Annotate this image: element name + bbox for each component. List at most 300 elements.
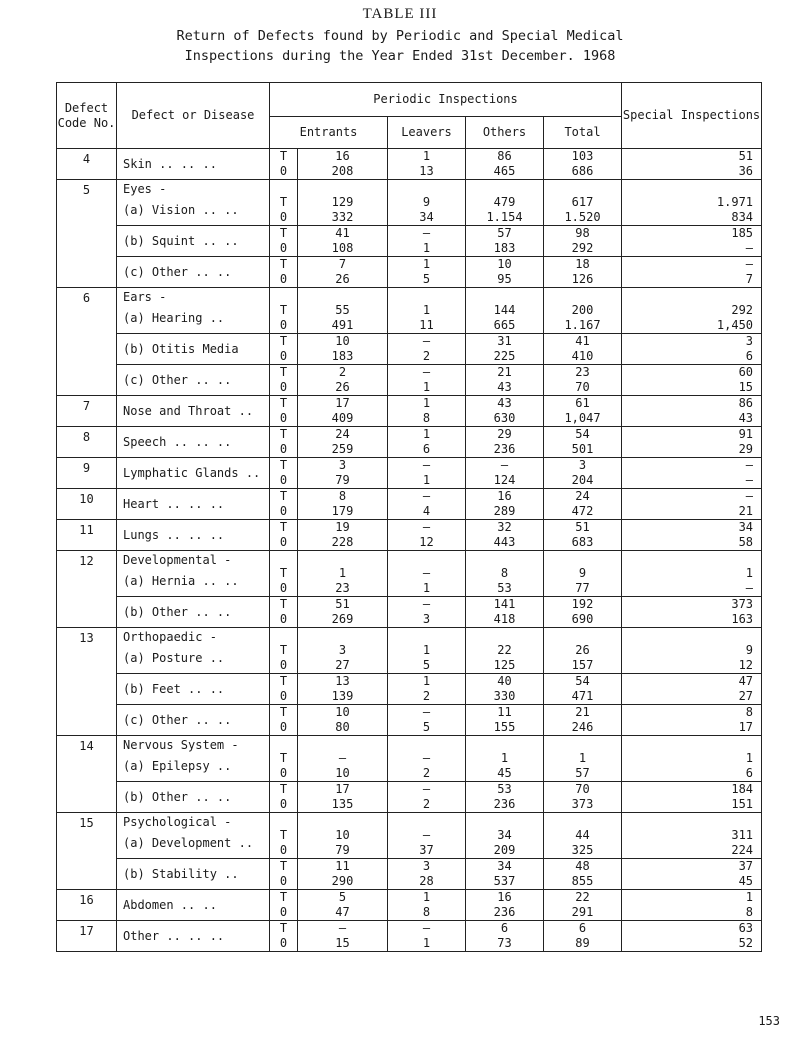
type-label-0: 0 (279, 411, 288, 425)
special-t-value: 37 (738, 859, 754, 873)
total-t-value: 103 (571, 149, 594, 163)
entrants-0-value: 10 (335, 766, 350, 780)
special-cell (622, 628, 762, 674)
leavers-t-value: 1 (422, 643, 431, 657)
special-cell (622, 705, 762, 736)
leavers-0-value: 2 (422, 349, 431, 363)
leavers-0-value: 12 (419, 535, 434, 549)
leavers-cell (388, 520, 466, 551)
total-0-value: 1.520 (564, 210, 601, 224)
total-t-value: 44 (575, 828, 590, 842)
leavers-cell (388, 597, 466, 628)
leavers-t-value: – (422, 921, 431, 935)
type-label-cell (270, 520, 298, 551)
leavers-cell (388, 288, 466, 334)
entrants-0-value: 79 (335, 843, 350, 857)
special-t-value: 1 (745, 890, 754, 904)
type-label-t: T (279, 643, 288, 657)
defect-group-heading: Orthopaedic - (123, 630, 217, 644)
defect-group-heading: Ears - (123, 290, 167, 304)
total-cell (544, 149, 622, 180)
table-row (57, 551, 762, 597)
leavers-t-value: – (422, 751, 431, 765)
entrants-t-value: 129 (331, 195, 354, 209)
entrants-t-value: 13 (335, 674, 350, 688)
defect-label: (b) Other .. .. (123, 790, 232, 804)
table-row (57, 180, 762, 226)
leavers-cell (388, 628, 466, 674)
entrants-t-value: 5 (338, 890, 347, 904)
type-label-t: T (279, 334, 288, 348)
type-label-cell (270, 705, 298, 736)
special-cell (622, 782, 762, 813)
leavers-0-value: 1 (422, 241, 431, 255)
defect-name-cell (117, 396, 270, 427)
special-cell (622, 551, 762, 597)
defect-name-cell (117, 551, 270, 597)
total-0-value: 157 (571, 658, 594, 672)
total-0-value: 126 (571, 272, 594, 286)
defect-label: (a) Vision .. .. (123, 203, 239, 217)
others-0-value: 209 (493, 843, 516, 857)
defect-code-cell: 10 (57, 489, 117, 520)
type-label-cell (270, 427, 298, 458)
defect-code-cell: 9 (57, 458, 117, 489)
special-t-value: 51 (738, 149, 754, 163)
defect-code-cell: 13 (57, 628, 117, 736)
defect-name-cell (117, 334, 270, 365)
special-0-value: 15 (738, 380, 754, 394)
entrants-t-value: 3 (338, 458, 347, 472)
entrants-0-value: 179 (331, 504, 354, 518)
others-t-value: 32 (497, 520, 512, 534)
defect-code-cell: 5 (57, 180, 117, 288)
defect-label: (a) Hearing .. (123, 311, 225, 325)
total-t-value: 48 (575, 859, 590, 873)
leavers-t-value: – (422, 782, 431, 796)
others-cell (466, 180, 544, 226)
entrants-t-value: 10 (335, 334, 350, 348)
special-t-value: 34 (738, 520, 754, 534)
defect-label: (c) Other .. .. (123, 713, 232, 727)
entrants-t-value: 17 (335, 396, 350, 410)
others-cell (466, 859, 544, 890)
type-label-t: T (279, 365, 288, 379)
total-0-value: 325 (571, 843, 594, 857)
type-label-cell (270, 396, 298, 427)
others-cell (466, 921, 544, 952)
leavers-t-value: 1 (422, 427, 431, 441)
type-label-t: T (279, 195, 288, 209)
entrants-cell (298, 520, 388, 551)
type-label-cell (270, 458, 298, 489)
leavers-t-value: 9 (422, 195, 431, 209)
type-label-t: T (279, 396, 288, 410)
type-label-t: T (279, 782, 288, 796)
entrants-cell (298, 813, 388, 859)
type-label-0: 0 (279, 689, 288, 703)
total-cell (544, 427, 622, 458)
special-0-value: 7 (745, 272, 754, 286)
entrants-cell (298, 551, 388, 597)
total-cell (544, 226, 622, 257)
total-t-value: 6 (578, 921, 587, 935)
header-leavers: Leavers (388, 117, 466, 149)
total-t-value: 41 (575, 334, 590, 348)
total-0-value: 686 (571, 164, 594, 178)
others-cell (466, 288, 544, 334)
type-label-t: T (279, 921, 288, 935)
special-0-value: – (745, 581, 754, 595)
table-row (57, 396, 762, 427)
special-0-value: 8 (745, 905, 754, 919)
leavers-0-value: 34 (419, 210, 434, 224)
type-label-t: T (279, 458, 288, 472)
header-defect-or-disease: Defect or Disease (117, 83, 270, 149)
defect-code-cell: 6 (57, 288, 117, 396)
type-label-t: T (279, 427, 288, 441)
total-t-value: 200 (571, 303, 594, 317)
entrants-t-value: 2 (338, 365, 347, 379)
total-t-value: 54 (575, 674, 590, 688)
defect-name-cell (117, 921, 270, 952)
special-0-value: 17 (738, 720, 754, 734)
others-0-value: 443 (493, 535, 516, 549)
type-label-cell (270, 813, 298, 859)
table-row (57, 597, 762, 628)
leavers-cell (388, 489, 466, 520)
type-label-0: 0 (279, 905, 288, 919)
type-label-0: 0 (279, 797, 288, 811)
special-0-value: 29 (738, 442, 754, 456)
others-t-value: 34 (497, 859, 512, 873)
entrants-0-value: 79 (335, 473, 350, 487)
special-cell (622, 520, 762, 551)
others-cell (466, 257, 544, 288)
special-0-value: 1,450 (716, 318, 754, 332)
special-0-value: 151 (731, 797, 754, 811)
table-row (57, 813, 762, 859)
entrants-t-value: 19 (335, 520, 350, 534)
entrants-t-value: 51 (335, 597, 350, 611)
leavers-0-value: 8 (422, 411, 431, 425)
entrants-cell (298, 334, 388, 365)
leavers-t-value: 1 (422, 890, 431, 904)
entrants-cell (298, 674, 388, 705)
table-row (57, 427, 762, 458)
defect-code-cell: 4 (57, 149, 117, 180)
special-0-value: 834 (731, 210, 754, 224)
entrants-cell (298, 458, 388, 489)
total-0-value: 292 (571, 241, 594, 255)
type-label-t: T (279, 520, 288, 534)
entrants-t-value: 24 (335, 427, 350, 441)
type-label-t: T (279, 859, 288, 873)
type-label-0: 0 (279, 612, 288, 626)
type-label-cell (270, 149, 298, 180)
total-0-value: 410 (571, 349, 594, 363)
special-t-value: 86 (738, 396, 754, 410)
others-0-value: 630 (493, 411, 516, 425)
special-t-value: 1.971 (716, 195, 754, 209)
special-t-value: 60 (738, 365, 754, 379)
special-t-value: 185 (731, 226, 754, 240)
others-t-value: 1 (500, 751, 509, 765)
leavers-0-value: 2 (422, 689, 431, 703)
type-label-0: 0 (279, 504, 288, 518)
leavers-cell (388, 674, 466, 705)
defect-label: (a) Hernia .. .. (123, 574, 239, 588)
defect-group-heading: Eyes - (123, 182, 167, 196)
others-t-value: – (500, 458, 509, 472)
type-label-cell (270, 921, 298, 952)
type-label-0: 0 (279, 535, 288, 549)
total-t-value: 192 (571, 597, 594, 611)
type-label-cell (270, 890, 298, 921)
entrants-t-value: 7 (338, 257, 347, 271)
special-t-value: – (745, 489, 754, 503)
defect-name-cell (117, 628, 270, 674)
special-cell (622, 597, 762, 628)
table-row (57, 890, 762, 921)
defect-code-cell: 14 (57, 736, 117, 813)
leavers-0-value: 8 (422, 905, 431, 919)
leavers-t-value: 1 (422, 257, 431, 271)
others-cell (466, 813, 544, 859)
entrants-0-value: 290 (331, 874, 354, 888)
leavers-cell (388, 705, 466, 736)
leavers-cell (388, 813, 466, 859)
leavers-0-value: 37 (419, 843, 434, 857)
defect-name-cell (117, 180, 270, 226)
type-label-cell (270, 288, 298, 334)
entrants-0-value: 183 (331, 349, 354, 363)
entrants-0-value: 26 (335, 272, 350, 286)
special-t-value: – (745, 257, 754, 271)
total-t-value: 70 (575, 782, 590, 796)
defect-name-cell (117, 427, 270, 458)
special-0-value: – (745, 241, 754, 255)
others-t-value: 43 (497, 396, 512, 410)
entrants-t-value: – (338, 751, 347, 765)
entrants-cell (298, 149, 388, 180)
leavers-cell (388, 226, 466, 257)
special-cell (622, 334, 762, 365)
others-t-value: 29 (497, 427, 512, 441)
defect-label: Skin .. .. .. (123, 157, 217, 171)
entrants-t-value: 1 (338, 566, 347, 580)
special-cell (622, 180, 762, 226)
table-row (57, 705, 762, 736)
total-cell (544, 180, 622, 226)
total-0-value: 1.167 (564, 318, 601, 332)
leavers-t-value: – (422, 566, 431, 580)
type-label-0: 0 (279, 380, 288, 394)
entrants-cell (298, 705, 388, 736)
type-label-t: T (279, 303, 288, 317)
total-0-value: 246 (571, 720, 594, 734)
leavers-cell (388, 334, 466, 365)
total-cell (544, 705, 622, 736)
total-cell (544, 365, 622, 396)
others-0-value: 236 (493, 442, 516, 456)
others-cell (466, 427, 544, 458)
others-cell (466, 736, 544, 782)
special-cell (622, 921, 762, 952)
entrants-cell (298, 180, 388, 226)
leavers-0-value: 4 (422, 504, 431, 518)
total-t-value: 54 (575, 427, 590, 441)
leavers-0-value: 1 (422, 380, 431, 394)
total-t-value: 18 (575, 257, 590, 271)
others-0-value: 418 (493, 612, 516, 626)
defect-code-cell: 12 (57, 551, 117, 628)
leavers-cell (388, 551, 466, 597)
others-t-value: 144 (493, 303, 516, 317)
special-0-value: 52 (738, 936, 754, 950)
entrants-0-value: 228 (331, 535, 354, 549)
defect-label: (b) Other .. .. (123, 605, 232, 619)
defect-label: (c) Other .. .. (123, 265, 232, 279)
total-cell (544, 674, 622, 705)
total-0-value: 683 (571, 535, 594, 549)
leavers-cell (388, 736, 466, 782)
leavers-cell (388, 859, 466, 890)
defect-label: (a) Epilepsy .. (123, 759, 232, 773)
others-0-value: 45 (497, 766, 512, 780)
defect-label: (b) Stability .. (123, 867, 239, 881)
entrants-t-value: 41 (335, 226, 350, 240)
others-t-value: 10 (497, 257, 512, 271)
others-t-value: 6 (500, 921, 509, 935)
leavers-t-value: – (422, 334, 431, 348)
type-label-0: 0 (279, 936, 288, 950)
total-0-value: 204 (571, 473, 594, 487)
type-label-t: T (279, 566, 288, 580)
entrants-cell (298, 782, 388, 813)
others-t-value: 16 (497, 890, 512, 904)
others-0-value: 43 (497, 380, 512, 394)
leavers-cell (388, 458, 466, 489)
defect-name-cell (117, 365, 270, 396)
total-cell (544, 257, 622, 288)
total-t-value: 9 (578, 566, 587, 580)
total-cell (544, 921, 622, 952)
leavers-t-value: 1 (422, 303, 431, 317)
table-row (57, 628, 762, 674)
others-cell (466, 597, 544, 628)
leavers-0-value: 13 (419, 164, 434, 178)
defect-group-heading: Developmental - (123, 553, 232, 567)
others-0-value: 289 (493, 504, 516, 518)
type-label-cell (270, 551, 298, 597)
total-cell (544, 334, 622, 365)
total-0-value: 855 (571, 874, 594, 888)
type-label-cell (270, 782, 298, 813)
total-0-value: 373 (571, 797, 594, 811)
leavers-0-value: 5 (422, 658, 431, 672)
leavers-t-value: 1 (422, 396, 431, 410)
special-cell (622, 736, 762, 782)
defect-name-cell (117, 489, 270, 520)
leavers-0-value: 5 (422, 720, 431, 734)
defects-table (56, 82, 762, 952)
table-row (57, 149, 762, 180)
entrants-t-value: 17 (335, 782, 350, 796)
total-cell (544, 551, 622, 597)
leavers-cell (388, 921, 466, 952)
defect-label: Nose and Throat .. (123, 404, 254, 418)
type-label-cell (270, 489, 298, 520)
total-0-value: 472 (571, 504, 594, 518)
defect-label: Other .. .. .. (123, 929, 225, 943)
total-cell (544, 813, 622, 859)
special-0-value: – (745, 473, 754, 487)
entrants-cell (298, 890, 388, 921)
defect-label: (a) Posture .. (123, 651, 225, 665)
others-0-value: 53 (497, 581, 512, 595)
total-cell (544, 288, 622, 334)
others-0-value: 665 (493, 318, 516, 332)
special-t-value: 9 (745, 643, 754, 657)
entrants-t-value: 8 (338, 489, 347, 503)
table-row (57, 782, 762, 813)
entrants-0-value: 269 (331, 612, 354, 626)
special-cell (622, 890, 762, 921)
defect-label: (a) Development .. (123, 836, 254, 850)
total-0-value: 57 (575, 766, 590, 780)
special-0-value: 6 (745, 349, 754, 363)
others-cell (466, 628, 544, 674)
type-label-t: T (279, 705, 288, 719)
others-0-value: 73 (497, 936, 512, 950)
entrants-cell (298, 736, 388, 782)
others-t-value: 21 (497, 365, 512, 379)
leavers-cell (388, 149, 466, 180)
entrants-0-value: 135 (331, 797, 354, 811)
defect-label: Heart .. .. .. (123, 497, 225, 511)
leavers-cell (388, 257, 466, 288)
defect-name-cell (117, 736, 270, 782)
type-label-t: T (279, 257, 288, 271)
type-label-0: 0 (279, 241, 288, 255)
total-0-value: 1,047 (564, 411, 601, 425)
header-others: Others (466, 117, 544, 149)
total-0-value: 77 (575, 581, 590, 595)
total-cell (544, 458, 622, 489)
leavers-cell (388, 427, 466, 458)
entrants-cell (298, 427, 388, 458)
leavers-0-value: 28 (419, 874, 434, 888)
total-cell (544, 736, 622, 782)
entrants-0-value: 259 (331, 442, 354, 456)
others-cell (466, 489, 544, 520)
others-t-value: 53 (497, 782, 512, 796)
type-label-cell (270, 736, 298, 782)
leavers-cell (388, 365, 466, 396)
entrants-0-value: 409 (331, 411, 354, 425)
total-t-value: 23 (575, 365, 590, 379)
others-cell (466, 782, 544, 813)
total-cell (544, 859, 622, 890)
header-defect-code: Defect Code No. (57, 83, 117, 149)
others-t-value: 16 (497, 489, 512, 503)
special-cell (622, 489, 762, 520)
defect-label: (b) Feet .. .. (123, 682, 225, 696)
entrants-0-value: 332 (331, 210, 354, 224)
type-label-t: T (279, 597, 288, 611)
special-t-value: 373 (731, 597, 754, 611)
